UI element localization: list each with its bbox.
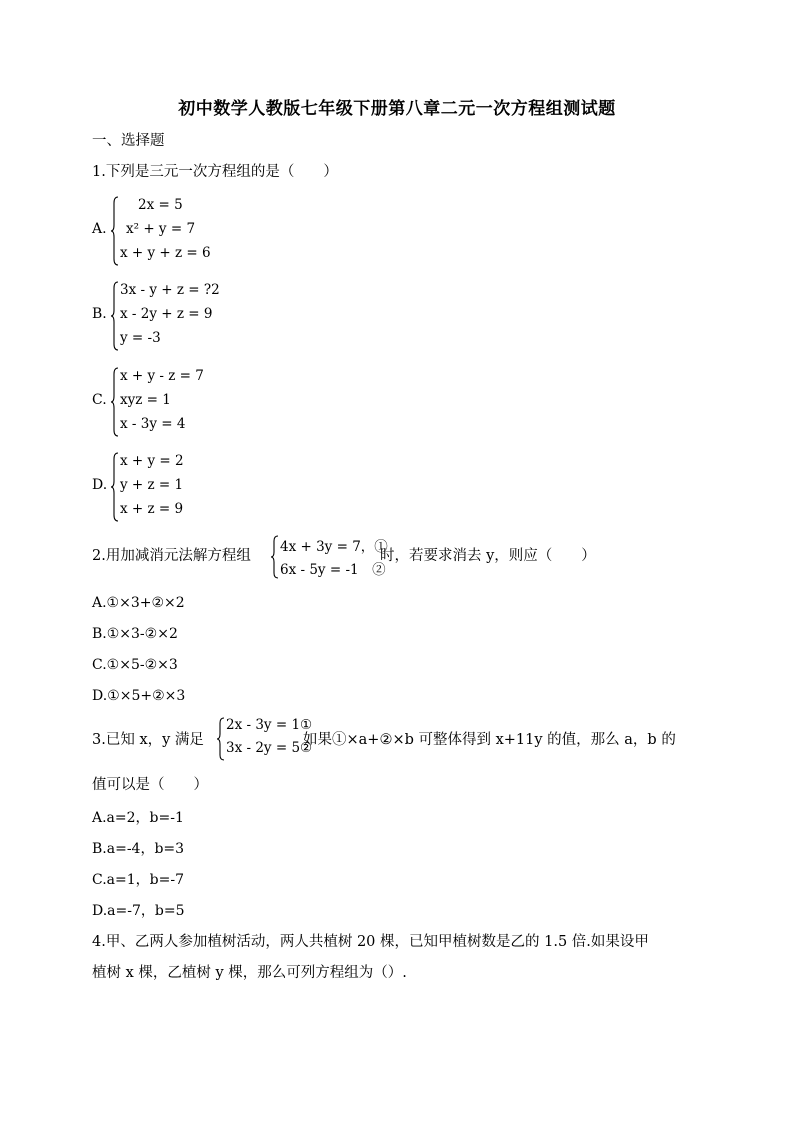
q1-option-b-system xyxy=(110,280,240,352)
q3-eq-2: 3x - 2y = 5② xyxy=(226,740,313,756)
q2-option-a: A.①×3+②×2 xyxy=(92,595,185,611)
question-3-line-2: 值可以是（ ） xyxy=(92,777,208,793)
question-4-line-1: 4.甲、乙两人参加植树活动，两人共植树 20 棵，已知甲植树数是乙的 1.5 倍.如果设甲 xyxy=(92,934,649,950)
section-heading: 一、选择题 xyxy=(92,133,165,149)
question-4-line-2: 植树 x 棵，乙植树 y 棵，那么可列方程组为（）. xyxy=(92,965,407,981)
q1-c-eq-3: x - 3y = 4 xyxy=(120,416,186,432)
q3-option-c: C.a=1，b=-7 xyxy=(92,872,184,888)
q1-c-eq-1: x + y - z = 7 xyxy=(120,368,204,384)
brace-icon xyxy=(110,280,120,352)
q3-eq-1: 2x - 3y = 1① xyxy=(226,717,313,733)
q1-option-b-label: B. xyxy=(92,306,107,322)
question-2-suffix: 时，若要求消去 y，则应（ ） xyxy=(380,548,596,564)
q1-d-eq-2: y + z = 1 xyxy=(120,477,184,493)
question-1-stem: 1.下列是三元一次方程组的是（ ） xyxy=(92,164,338,180)
q3-option-d: D.a=-7，b=5 xyxy=(92,903,185,919)
q1-b-eq-1: 3x - y + z = ?2 xyxy=(120,282,220,298)
question-3-suffix: 如果①×a+②×b 可整体得到 x+11y 的值，那么 a，b 的 xyxy=(303,732,676,748)
q1-option-a-label: A. xyxy=(92,221,107,237)
q1-a-eq-2: x² + y = 7 xyxy=(126,221,196,237)
question-3-prefix: 3.已知 x，y 满足 xyxy=(92,732,204,748)
q2-option-b: B.①×3-②×2 xyxy=(92,626,178,642)
q3-option-b: B.a=-4，b=3 xyxy=(92,841,185,857)
q3-option-a: A.a=2，b=-1 xyxy=(92,810,184,826)
brace-icon xyxy=(216,716,226,762)
q1-a-eq-1: 2x = 5 xyxy=(138,197,183,213)
q3-equation-system xyxy=(216,716,313,762)
q1-a-eq-3: x + y + z = 6 xyxy=(120,245,211,261)
q2-option-d: D.①×5+②×3 xyxy=(92,688,186,704)
q1-option-c-system xyxy=(110,366,230,438)
q1-d-eq-1: x + y = 2 xyxy=(120,453,184,469)
question-2-prefix: 2.用加减消元法解方程组 xyxy=(92,548,251,564)
brace-icon xyxy=(110,451,120,523)
brace-icon xyxy=(270,534,280,580)
brace-icon xyxy=(110,195,120,267)
q1-b-eq-3: y = -3 xyxy=(120,330,161,346)
q1-d-eq-3: x + z = 9 xyxy=(120,501,184,517)
document-title: 初中数学人教版七年级下册第八章二元一次方程组测试题 xyxy=(178,99,616,119)
q1-option-d-system xyxy=(110,451,210,523)
q1-c-eq-2: xyz = 1 xyxy=(120,392,171,408)
q2-eq-2: 6x - 5y = -1 ② xyxy=(280,562,386,578)
q1-b-eq-2: x - 2y + z = 9 xyxy=(120,306,213,322)
q1-option-a-system xyxy=(110,195,230,267)
q1-option-c-label: C. xyxy=(92,392,107,408)
q2-eq-1: 4x + 3y = 7，① xyxy=(280,539,388,555)
q2-option-c: C.①×5-②×3 xyxy=(92,657,178,673)
q1-option-d-label: D. xyxy=(92,477,108,493)
brace-icon xyxy=(110,366,120,438)
q2-equation-system xyxy=(270,534,388,580)
